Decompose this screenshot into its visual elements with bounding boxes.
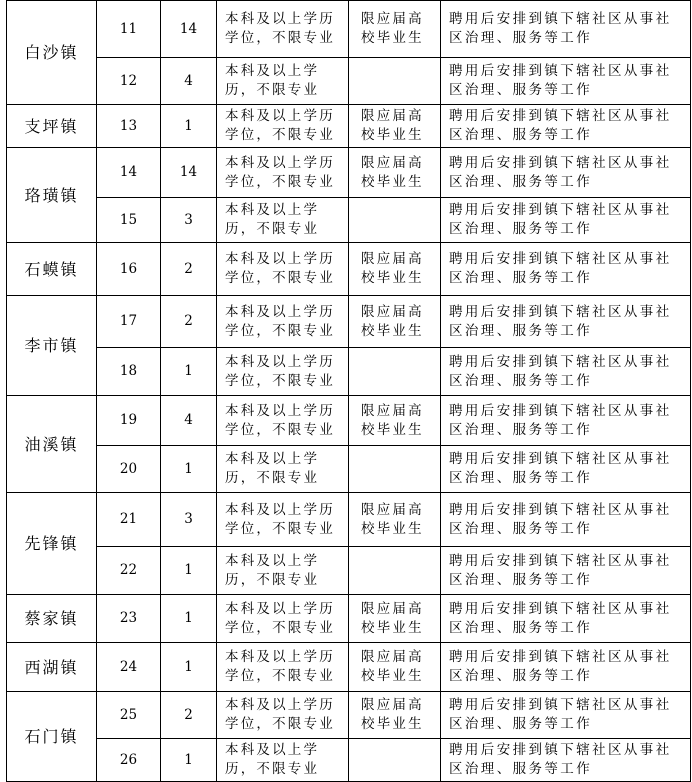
education-requirement: 本科及以上学历学位，不限专业	[217, 105, 349, 148]
applicant-limit: 限应届高校毕业生	[349, 243, 441, 296]
recruit-count: 4	[161, 58, 217, 105]
remark: 聘用后安排到镇下辖社区从事社区治理、服务等工作	[441, 148, 691, 198]
table-row	[7, 1, 691, 58]
town-name: 石蟆镇	[7, 243, 97, 296]
table-row	[7, 148, 691, 198]
applicant-limit: 限应届高校毕业生	[349, 105, 441, 148]
remark: 聘用后安排到镇下辖社区从事社区治理、服务等工作	[441, 58, 691, 105]
recruit-count: 1	[161, 739, 217, 782]
education-requirement: 本科及以上学历，不限专业	[217, 547, 349, 595]
town-name: 支坪镇	[7, 105, 97, 148]
table-body	[7, 1, 691, 782]
applicant-limit	[349, 739, 441, 782]
recruit-count: 1	[161, 595, 217, 643]
remark: 聘用后安排到镇下辖社区从事社区治理、服务等工作	[441, 739, 691, 782]
education-requirement: 本科及以上学历，不限专业	[217, 58, 349, 105]
table-row	[7, 547, 691, 595]
post-number: 22	[97, 547, 161, 595]
applicant-limit	[349, 58, 441, 105]
table-row	[7, 493, 691, 547]
applicant-limit: 限应届高校毕业生	[349, 692, 441, 739]
remark: 聘用后安排到镇下辖社区从事社区治理、服务等工作	[441, 446, 691, 493]
post-number: 14	[97, 148, 161, 198]
table-row	[7, 739, 691, 782]
applicant-limit: 限应届高校毕业生	[349, 296, 441, 348]
education-requirement: 本科及以上学历学位，不限专业	[217, 493, 349, 547]
education-requirement: 本科及以上学历，不限专业	[217, 446, 349, 493]
table-row	[7, 105, 691, 148]
recruit-count: 1	[161, 446, 217, 493]
remark: 聘用后安排到镇下辖社区从事社区治理、服务等工作	[441, 296, 691, 348]
remark: 聘用后安排到镇下辖社区从事社区治理、服务等工作	[441, 493, 691, 547]
table-row	[7, 243, 691, 296]
recruit-count: 4	[161, 396, 217, 446]
education-requirement: 本科及以上学历学位，不限专业	[217, 692, 349, 739]
applicant-limit	[349, 348, 441, 396]
remark: 聘用后安排到镇下辖社区从事社区治理、服务等工作	[441, 595, 691, 643]
remark: 聘用后安排到镇下辖社区从事社区治理、服务等工作	[441, 692, 691, 739]
table-row	[7, 348, 691, 396]
table-row	[7, 446, 691, 493]
post-number: 16	[97, 243, 161, 296]
town-name: 油溪镇	[7, 396, 97, 493]
table-row	[7, 296, 691, 348]
town-name: 西湖镇	[7, 643, 97, 692]
post-number: 17	[97, 296, 161, 348]
post-number: 12	[97, 58, 161, 105]
applicant-limit: 限应届高校毕业生	[349, 493, 441, 547]
town-name: 石门镇	[7, 692, 97, 782]
applicant-limit	[349, 446, 441, 493]
education-requirement: 本科及以上学历学位，不限专业	[217, 396, 349, 446]
post-number: 20	[97, 446, 161, 493]
table-row	[7, 198, 691, 243]
post-number: 25	[97, 692, 161, 739]
applicant-limit: 限应届高校毕业生	[349, 148, 441, 198]
post-number: 26	[97, 739, 161, 782]
remark: 聘用后安排到镇下辖社区从事社区治理、服务等工作	[441, 643, 691, 692]
recruit-count: 2	[161, 243, 217, 296]
applicant-limit: 限应届高校毕业生	[349, 643, 441, 692]
applicant-limit	[349, 198, 441, 243]
education-requirement: 本科及以上学历学位，不限专业	[217, 1, 349, 58]
applicant-limit: 限应届高校毕业生	[349, 595, 441, 643]
post-number: 23	[97, 595, 161, 643]
recruit-count: 1	[161, 643, 217, 692]
table-row	[7, 396, 691, 446]
education-requirement: 本科及以上学历，不限专业	[217, 198, 349, 243]
remark: 聘用后安排到镇下辖社区从事社区治理、服务等工作	[441, 243, 691, 296]
remark: 聘用后安排到镇下辖社区从事社区治理、服务等工作	[441, 198, 691, 243]
recruit-count: 14	[161, 1, 217, 58]
recruit-count: 3	[161, 198, 217, 243]
post-number: 24	[97, 643, 161, 692]
post-number: 21	[97, 493, 161, 547]
remark: 聘用后安排到镇下辖社区从事社区治理、服务等工作	[441, 396, 691, 446]
town-name: 珞璜镇	[7, 148, 97, 243]
remark: 聘用后安排到镇下辖社区从事社区治理、服务等工作	[441, 547, 691, 595]
recruit-count: 3	[161, 493, 217, 547]
post-number: 11	[97, 1, 161, 58]
recruitment-table	[6, 0, 691, 782]
education-requirement: 本科及以上学历，不限专业	[217, 739, 349, 782]
recruit-count: 2	[161, 692, 217, 739]
town-name: 蔡家镇	[7, 595, 97, 643]
table-row	[7, 58, 691, 105]
remark: 聘用后安排到镇下辖社区从事社区治理、服务等工作	[441, 105, 691, 148]
post-number: 18	[97, 348, 161, 396]
applicant-limit: 限应届高校毕业生	[349, 396, 441, 446]
recruit-count: 1	[161, 105, 217, 148]
education-requirement: 本科及以上学历学位，不限专业	[217, 643, 349, 692]
remark: 聘用后安排到镇下辖社区从事社区治理、服务等工作	[441, 348, 691, 396]
education-requirement: 本科及以上学历学位，不限专业	[217, 148, 349, 198]
recruit-count: 2	[161, 296, 217, 348]
post-number: 19	[97, 396, 161, 446]
table-row	[7, 643, 691, 692]
remark: 聘用后安排到镇下辖社区从事社区治理、服务等工作	[441, 1, 691, 58]
post-number: 15	[97, 198, 161, 243]
education-requirement: 本科及以上学历学位，不限专业	[217, 296, 349, 348]
post-number: 13	[97, 105, 161, 148]
table-row	[7, 692, 691, 739]
education-requirement: 本科及以上学历学位，不限专业	[217, 595, 349, 643]
applicant-limit	[349, 547, 441, 595]
recruit-count: 1	[161, 348, 217, 396]
education-requirement: 本科及以上学历学位，不限专业	[217, 348, 349, 396]
applicant-limit: 限应届高校毕业生	[349, 1, 441, 58]
education-requirement: 本科及以上学历学位，不限专业	[217, 243, 349, 296]
recruit-count: 14	[161, 148, 217, 198]
town-name: 白沙镇	[7, 1, 97, 105]
table-row	[7, 595, 691, 643]
recruit-count: 1	[161, 547, 217, 595]
town-name: 李市镇	[7, 296, 97, 396]
town-name: 先锋镇	[7, 493, 97, 595]
